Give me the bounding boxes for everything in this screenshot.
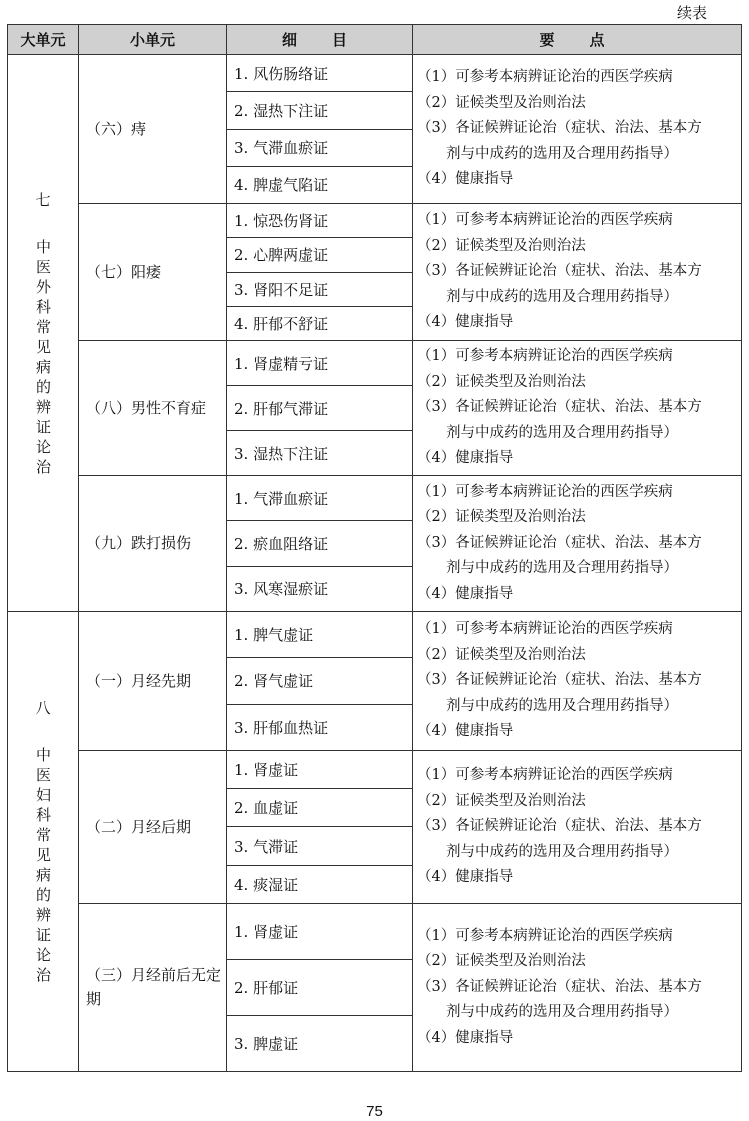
major-unit-number: 七 bbox=[35, 190, 51, 209]
detail-cell: 1. 肾虚证 bbox=[227, 903, 413, 959]
key-point-4: （4）健康指导 bbox=[417, 1029, 514, 1046]
detail-cell: 4. 脾虚气陷证 bbox=[227, 166, 413, 203]
detail-cell: 1. 肾虚证 bbox=[227, 750, 413, 788]
key-point-1: （1）可参考本病辨证论治的西医学疾病 bbox=[417, 348, 673, 365]
key-points-cell bbox=[413, 55, 742, 204]
table-row bbox=[8, 341, 742, 386]
key-point-1: （1）可参考本病辨证论治的西医学疾病 bbox=[417, 483, 673, 500]
sub-unit-cell: （三）月经前后无定期 bbox=[79, 903, 227, 1071]
header-detail: 细 目 bbox=[227, 25, 413, 55]
major-unit-number: 八 bbox=[35, 699, 51, 718]
detail-cell: 3. 脾虚证 bbox=[227, 1015, 413, 1071]
header-sub-unit: 小单元 bbox=[79, 25, 227, 55]
table-row bbox=[8, 476, 742, 521]
key-point-3: （3）各证候辨证论治（症状、治法、基本方 bbox=[417, 672, 702, 689]
key-point-3-cont: 剂与中成药的选用及合理用药指导） bbox=[446, 424, 678, 441]
major-unit-name: 中医妇科常见病的辨证论治 bbox=[34, 747, 52, 988]
major-unit-name: 中医外科常见病的辨证论治 bbox=[34, 238, 52, 479]
header-row bbox=[8, 25, 742, 55]
key-point-1: （1）可参考本病辨证论治的西医学疾病 bbox=[417, 621, 673, 638]
sub-unit-cell: （一）月经先期 bbox=[79, 611, 227, 750]
syllabus-table bbox=[7, 24, 742, 1072]
detail-cell: 2. 肾气虚证 bbox=[227, 658, 413, 704]
key-point-3-cont: 剂与中成药的选用及合理用药指导） bbox=[446, 697, 678, 714]
key-point-3: （3）各证候辨证论治（症状、治法、基本方 bbox=[417, 978, 702, 995]
key-point-3-cont: 剂与中成药的选用及合理用药指导） bbox=[446, 288, 678, 305]
detail-cell: 1. 风伤肠络证 bbox=[227, 55, 413, 92]
sub-unit-cell: （八）男性不育症 bbox=[79, 341, 227, 476]
key-point-4: （4）健康指导 bbox=[417, 869, 514, 886]
key-point-4: （4）健康指导 bbox=[417, 171, 514, 188]
detail-cell: 3. 肾阳不足证 bbox=[227, 272, 413, 306]
key-points-cell bbox=[413, 476, 742, 612]
detail-cell: 3. 风寒湿瘀证 bbox=[227, 566, 413, 611]
key-point-2: （2）证候类型及治则治法 bbox=[417, 509, 586, 526]
key-point-3-cont: 剂与中成药的选用及合理用药指导） bbox=[446, 560, 678, 577]
key-point-2: （2）证候类型及治则治法 bbox=[417, 792, 586, 809]
table-row bbox=[8, 750, 742, 788]
key-point-4: （4）健康指导 bbox=[417, 723, 514, 740]
key-point-2: （2）证候类型及治则治法 bbox=[417, 237, 586, 254]
key-point-3-cont: 剂与中成药的选用及合理用药指导） bbox=[446, 843, 678, 860]
key-point-4: （4）健康指导 bbox=[417, 585, 514, 602]
key-point-1: （1）可参考本病辨证论治的西医学疾病 bbox=[417, 212, 673, 229]
detail-cell: 2. 血虚证 bbox=[227, 789, 413, 827]
detail-cell: 2. 瘀血阻络证 bbox=[227, 521, 413, 566]
detail-cell: 1. 惊恐伤肾证 bbox=[227, 204, 413, 238]
key-point-2: （2）证候类型及治则治法 bbox=[417, 94, 586, 111]
key-point-3-cont: 剂与中成药的选用及合理用药指导） bbox=[446, 1004, 678, 1021]
key-point-3: （3）各证候辨证论治（症状、治法、基本方 bbox=[417, 120, 702, 137]
key-point-3: （3）各证候辨证论治（症状、治法、基本方 bbox=[417, 263, 702, 280]
detail-cell: 1. 气滞血瘀证 bbox=[227, 476, 413, 521]
key-point-3: （3）各证候辨证论治（症状、治法、基本方 bbox=[417, 818, 702, 835]
table-row bbox=[8, 611, 742, 657]
key-point-3: （3）各证候辨证论治（症状、治法、基本方 bbox=[417, 399, 702, 416]
key-points-cell bbox=[413, 611, 742, 750]
detail-cell: 4. 肝郁不舒证 bbox=[227, 306, 413, 340]
table-row bbox=[8, 204, 742, 238]
detail-cell: 3. 湿热下注证 bbox=[227, 431, 413, 476]
detail-cell: 2. 肝郁气滞证 bbox=[227, 386, 413, 431]
major-unit-cell bbox=[8, 611, 79, 1071]
header-major-unit: 大单元 bbox=[8, 25, 79, 55]
key-points-cell bbox=[413, 750, 742, 903]
key-point-1: （1）可参考本病辨证论治的西医学疾病 bbox=[417, 927, 673, 944]
detail-cell: 4. 痰湿证 bbox=[227, 865, 413, 903]
detail-cell: 2. 心脾两虚证 bbox=[227, 238, 413, 272]
page-number: 75 bbox=[366, 1103, 383, 1120]
key-point-2: （2）证候类型及治则治法 bbox=[417, 373, 586, 390]
detail-cell: 3. 气滞血瘀证 bbox=[227, 129, 413, 166]
detail-cell: 2. 肝郁证 bbox=[227, 959, 413, 1015]
sub-unit-cell: （九）跌打损伤 bbox=[79, 476, 227, 612]
sub-unit-cell: （二）月经后期 bbox=[79, 750, 227, 903]
key-point-4: （4）健康指导 bbox=[417, 314, 514, 331]
detail-cell: 1. 肾虚精亏证 bbox=[227, 341, 413, 386]
major-unit-cell bbox=[8, 55, 79, 612]
key-points-cell bbox=[413, 341, 742, 476]
key-point-1: （1）可参考本病辨证论治的西医学疾病 bbox=[417, 767, 673, 784]
key-point-2: （2）证候类型及治则治法 bbox=[417, 953, 586, 970]
detail-cell: 3. 肝郁血热证 bbox=[227, 704, 413, 750]
key-point-1: （1）可参考本病辨证论治的西医学疾病 bbox=[417, 69, 673, 86]
table-row bbox=[8, 55, 742, 92]
header-key-points: 要 点 bbox=[413, 25, 742, 55]
key-point-2: （2）证候类型及治则治法 bbox=[417, 646, 586, 663]
sub-unit-cell: （七）阳痿 bbox=[79, 204, 227, 341]
key-point-4: （4）健康指导 bbox=[417, 450, 514, 467]
continued-label: 续表 bbox=[676, 4, 707, 22]
key-points-cell bbox=[413, 903, 742, 1071]
key-point-3-cont: 剂与中成药的选用及合理用药指导） bbox=[446, 145, 678, 162]
sub-unit-cell: （六）痔 bbox=[79, 55, 227, 204]
table-body bbox=[8, 55, 742, 1072]
detail-cell: 2. 湿热下注证 bbox=[227, 92, 413, 129]
key-points-cell bbox=[413, 204, 742, 341]
key-point-3: （3）各证候辨证论治（症状、治法、基本方 bbox=[417, 534, 702, 551]
detail-cell: 3. 气滞证 bbox=[227, 827, 413, 865]
detail-cell: 1. 脾气虚证 bbox=[227, 611, 413, 657]
table-row bbox=[8, 903, 742, 959]
